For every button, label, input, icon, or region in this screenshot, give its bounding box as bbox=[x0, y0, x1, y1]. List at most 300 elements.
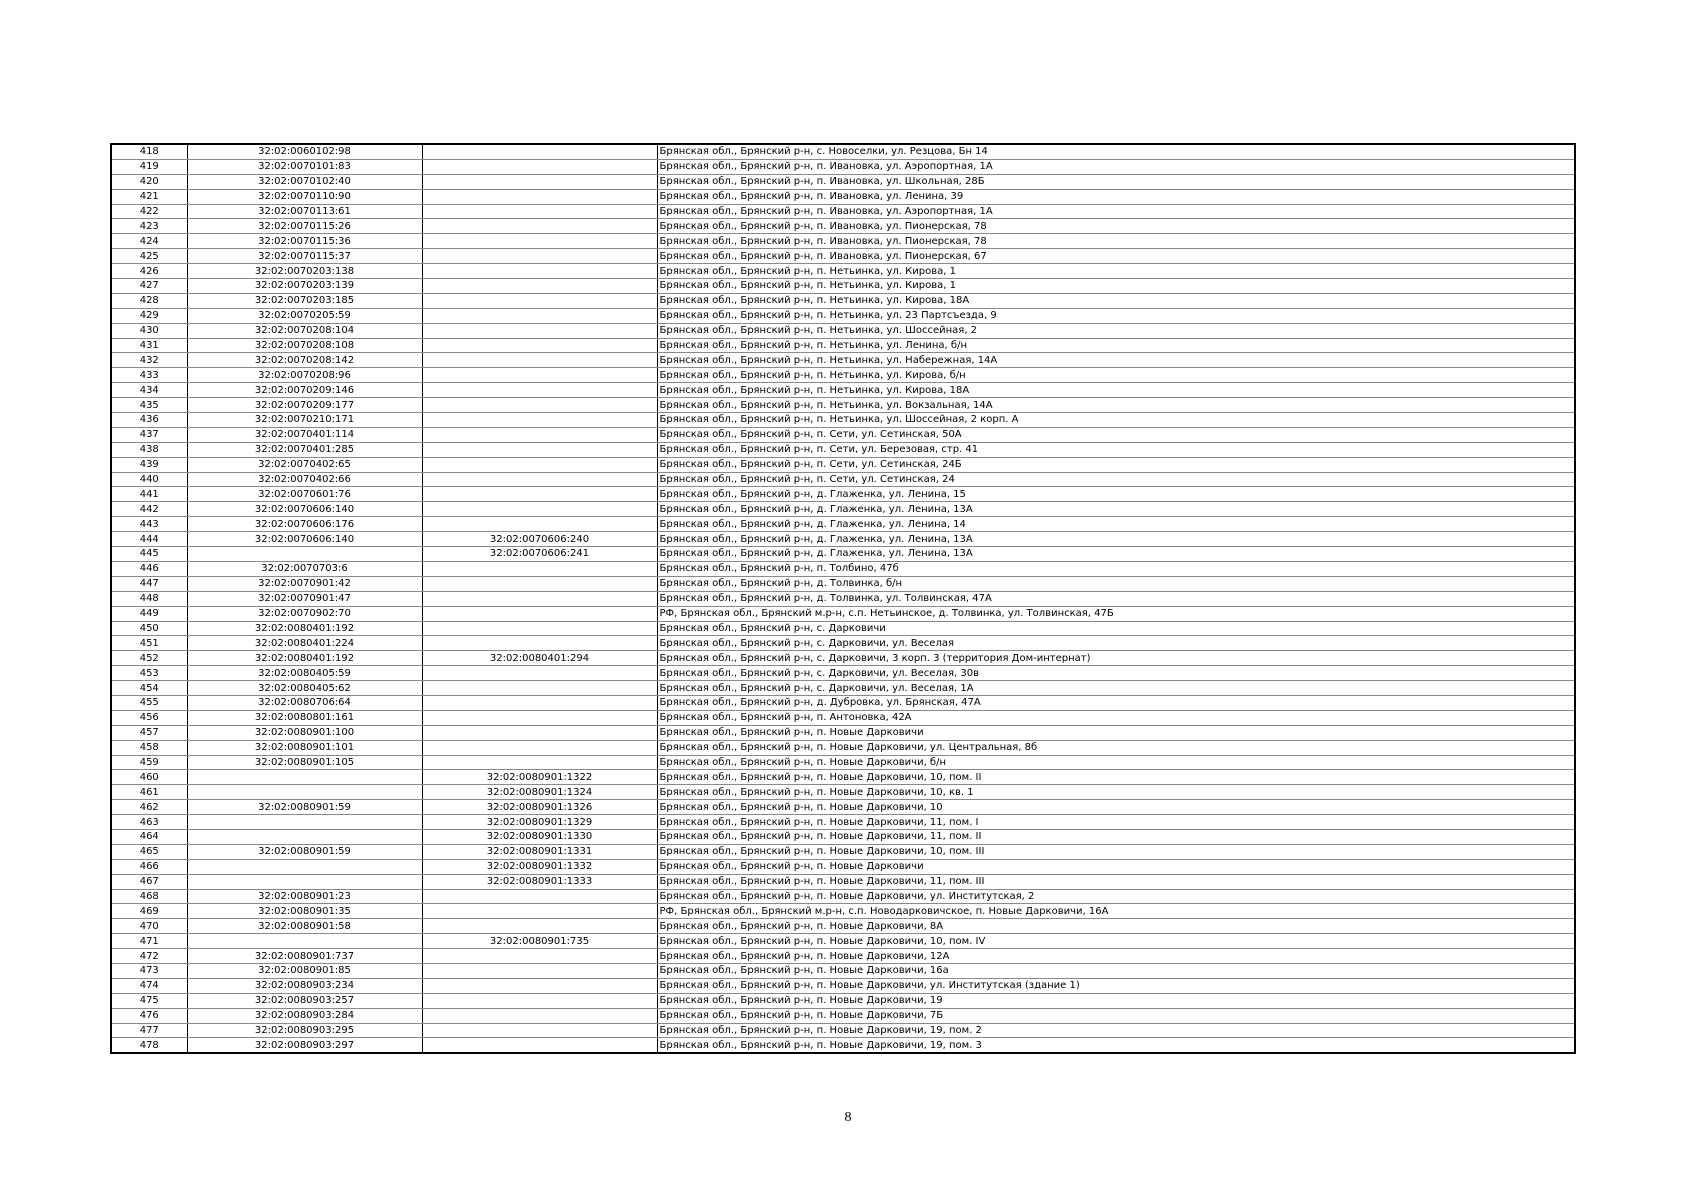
table-row bbox=[111, 993, 1575, 1008]
cadastral-number-cell: 32:02:0070901:47 bbox=[187, 591, 422, 606]
address-cell: РФ, Брянская обл., Брянский м.р-н, с.п. Новодарковичское, п. Новые Дарковичи, 16А bbox=[657, 904, 1575, 919]
sub-cadastral-number-cell bbox=[422, 561, 657, 576]
property-register-table bbox=[110, 143, 1576, 1054]
address-cell: Брянская обл., Брянский р-н, п. Новые Дарковичи, б/н bbox=[657, 755, 1575, 770]
table-row bbox=[111, 279, 1575, 294]
cadastral-number-cell: 32:02:0080903:297 bbox=[187, 1038, 422, 1053]
cadastral-number-cell: 32:02:0070401:114 bbox=[187, 427, 422, 442]
address-cell: Брянская обл., Брянский р-н, п. Новые Дарковичи, 11, пом. III bbox=[657, 874, 1575, 889]
sub-cadastral-number-cell bbox=[422, 144, 657, 159]
cadastral-number-cell: 32:02:0070205:59 bbox=[187, 308, 422, 323]
sub-cadastral-number-cell: 32:02:0070606:241 bbox=[422, 547, 657, 562]
cadastral-number-cell: 32:02:0080405:59 bbox=[187, 666, 422, 681]
sub-cadastral-number-cell bbox=[422, 264, 657, 279]
table-row bbox=[111, 204, 1575, 219]
cadastral-number-cell: 32:02:0070402:65 bbox=[187, 457, 422, 472]
cadastral-number-cell: 32:02:0070110:90 bbox=[187, 189, 422, 204]
cadastral-number-cell: 32:02:0080405:62 bbox=[187, 681, 422, 696]
table-row bbox=[111, 398, 1575, 413]
address-cell: Брянская обл., Брянский р-н, п. Новые Дарковичи, ул. Центральная, 8б bbox=[657, 740, 1575, 755]
sub-cadastral-number-cell bbox=[422, 249, 657, 264]
table-row bbox=[111, 532, 1575, 547]
address-cell: Брянская обл., Брянский р-н, п. Новые Дарковичи, 10, пом. II bbox=[657, 770, 1575, 785]
address-cell: Брянская обл., Брянский р-н, п. Нетьинка, ул. Вокзальная, 14А bbox=[657, 398, 1575, 413]
row-number-cell: 418 bbox=[111, 144, 187, 159]
sub-cadastral-number-cell bbox=[422, 978, 657, 993]
cadastral-number-cell: 32:02:0080901:59 bbox=[187, 800, 422, 815]
row-number-cell: 422 bbox=[111, 204, 187, 219]
cadastral-number-cell: 32:02:0080401:192 bbox=[187, 651, 422, 666]
cadastral-number-cell: 32:02:0070101:83 bbox=[187, 159, 422, 174]
sub-cadastral-number-cell bbox=[422, 949, 657, 964]
table-row bbox=[111, 904, 1575, 919]
cadastral-number-cell: 32:02:0080901:59 bbox=[187, 844, 422, 859]
table-row bbox=[111, 800, 1575, 815]
table-row bbox=[111, 502, 1575, 517]
table-row bbox=[111, 1023, 1575, 1038]
row-number-cell: 478 bbox=[111, 1038, 187, 1053]
row-number-cell: 464 bbox=[111, 829, 187, 844]
table-row bbox=[111, 725, 1575, 740]
sub-cadastral-number-cell bbox=[422, 457, 657, 472]
table-row bbox=[111, 264, 1575, 279]
cadastral-number-cell: 32:02:0070209:177 bbox=[187, 398, 422, 413]
table-row bbox=[111, 487, 1575, 502]
row-number-cell: 437 bbox=[111, 427, 187, 442]
row-number-cell: 451 bbox=[111, 636, 187, 651]
row-number-cell: 477 bbox=[111, 1023, 187, 1038]
row-number-cell: 454 bbox=[111, 681, 187, 696]
row-number-cell: 455 bbox=[111, 695, 187, 710]
row-number-cell: 428 bbox=[111, 293, 187, 308]
address-cell: Брянская обл., Брянский р-н, п. Новые Дарковичи, 19, пом. 2 bbox=[657, 1023, 1575, 1038]
address-cell: Брянская обл., Брянский р-н, п. Новые Дарковичи, 10, пом. IV bbox=[657, 934, 1575, 949]
address-cell: Брянская обл., Брянский р-н, п. Сети, ул. Сетинская, 50А bbox=[657, 427, 1575, 442]
table-row bbox=[111, 323, 1575, 338]
cadastral-number-cell: 32:02:0070203:185 bbox=[187, 293, 422, 308]
cadastral-number-cell: 32:02:0080706:64 bbox=[187, 695, 422, 710]
sub-cadastral-number-cell bbox=[422, 174, 657, 189]
row-number-cell: 461 bbox=[111, 785, 187, 800]
address-cell: Брянская обл., Брянский р-н, п. Новые Дарковичи bbox=[657, 859, 1575, 874]
address-cell: Брянская обл., Брянский р-н, п. Новые Дарковичи, 10, пом. III bbox=[657, 844, 1575, 859]
table-row bbox=[111, 576, 1575, 591]
table-row bbox=[111, 338, 1575, 353]
sub-cadastral-number-cell bbox=[422, 189, 657, 204]
sub-cadastral-number-cell bbox=[422, 293, 657, 308]
row-number-cell: 465 bbox=[111, 844, 187, 859]
row-number-cell: 453 bbox=[111, 666, 187, 681]
row-number-cell: 444 bbox=[111, 532, 187, 547]
sub-cadastral-number-cell bbox=[422, 1038, 657, 1053]
table-row bbox=[111, 1008, 1575, 1023]
table-row bbox=[111, 859, 1575, 874]
table-row bbox=[111, 949, 1575, 964]
address-cell: Брянская обл., Брянский р-н, д. Глаженка, ул. Ленина, 15 bbox=[657, 487, 1575, 502]
cadastral-number-cell: 32:02:0080901:101 bbox=[187, 740, 422, 755]
cadastral-number-cell: 32:02:0070601:76 bbox=[187, 487, 422, 502]
sub-cadastral-number-cell bbox=[422, 204, 657, 219]
row-number-cell: 460 bbox=[111, 770, 187, 785]
table-row bbox=[111, 695, 1575, 710]
sub-cadastral-number-cell: 32:02:0080901:1331 bbox=[422, 844, 657, 859]
row-number-cell: 425 bbox=[111, 249, 187, 264]
sub-cadastral-number-cell bbox=[422, 963, 657, 978]
address-cell: Брянская обл., Брянский р-н, с. Дарковичи, ул. Веселая, 30в bbox=[657, 666, 1575, 681]
row-number-cell: 472 bbox=[111, 949, 187, 964]
address-cell: Брянская обл., Брянский р-н, п. Новые Дарковичи, ул. Институтская, 2 bbox=[657, 889, 1575, 904]
row-number-cell: 466 bbox=[111, 859, 187, 874]
row-number-cell: 435 bbox=[111, 398, 187, 413]
table-row bbox=[111, 189, 1575, 204]
cadastral-number-cell bbox=[187, 785, 422, 800]
cadastral-number-cell bbox=[187, 874, 422, 889]
cadastral-number-cell: 32:02:0070115:37 bbox=[187, 249, 422, 264]
cadastral-number-cell bbox=[187, 770, 422, 785]
table-row bbox=[111, 815, 1575, 830]
sub-cadastral-number-cell bbox=[422, 889, 657, 904]
row-number-cell: 458 bbox=[111, 740, 187, 755]
sub-cadastral-number-cell bbox=[422, 338, 657, 353]
sub-cadastral-number-cell: 32:02:0080901:1330 bbox=[422, 829, 657, 844]
table-row bbox=[111, 249, 1575, 264]
address-cell: Брянская обл., Брянский р-н, с. Дарковичи bbox=[657, 621, 1575, 636]
row-number-cell: 449 bbox=[111, 606, 187, 621]
address-cell: Брянская обл., Брянский р-н, с. Дарковичи, ул. Веселая, 1А bbox=[657, 681, 1575, 696]
address-cell: Брянская обл., Брянский р-н, п. Новые Дарковичи, 10 bbox=[657, 800, 1575, 815]
cadastral-number-cell: 32:02:0070208:104 bbox=[187, 323, 422, 338]
table-row bbox=[111, 755, 1575, 770]
cadastral-number-cell: 32:02:0080901:105 bbox=[187, 755, 422, 770]
cadastral-number-cell: 32:02:0070113:61 bbox=[187, 204, 422, 219]
address-cell: Брянская обл., Брянский р-н, д. Глаженка, ул. Ленина, 13А bbox=[657, 502, 1575, 517]
sub-cadastral-number-cell bbox=[422, 636, 657, 651]
sub-cadastral-number-cell bbox=[422, 517, 657, 532]
cadastral-number-cell: 32:02:0080401:224 bbox=[187, 636, 422, 651]
address-cell: Брянская обл., Брянский р-н, п. Антоновка, 42А bbox=[657, 710, 1575, 725]
cadastral-number-cell: 32:02:0080801:161 bbox=[187, 710, 422, 725]
cadastral-number-cell: 32:02:0070606:140 bbox=[187, 532, 422, 547]
table-row bbox=[111, 889, 1575, 904]
table-row bbox=[111, 978, 1575, 993]
table-row bbox=[111, 293, 1575, 308]
sub-cadastral-number-cell: 32:02:0080901:1326 bbox=[422, 800, 657, 815]
sub-cadastral-number-cell bbox=[422, 353, 657, 368]
address-cell: Брянская обл., Брянский р-н, п. Ивановка, ул. Пионерская, 78 bbox=[657, 234, 1575, 249]
table-row bbox=[111, 591, 1575, 606]
cadastral-number-cell: 32:02:0080901:737 bbox=[187, 949, 422, 964]
table-row bbox=[111, 308, 1575, 323]
table-row bbox=[111, 517, 1575, 532]
table-row bbox=[111, 636, 1575, 651]
cadastral-number-cell bbox=[187, 547, 422, 562]
address-cell: Брянская обл., Брянский р-н, с. Дарковичи, 3 корп. 3 (территория Дом-интернат) bbox=[657, 651, 1575, 666]
table-row bbox=[111, 919, 1575, 934]
address-cell: Брянская обл., Брянский р-н, п. Нетьинка, ул. Ленина, б/н bbox=[657, 338, 1575, 353]
sub-cadastral-number-cell bbox=[422, 725, 657, 740]
row-number-cell: 434 bbox=[111, 383, 187, 398]
row-number-cell: 457 bbox=[111, 725, 187, 740]
sub-cadastral-number-cell bbox=[422, 591, 657, 606]
sub-cadastral-number-cell: 32:02:0080901:735 bbox=[422, 934, 657, 949]
table-row bbox=[111, 219, 1575, 234]
address-cell: Брянская обл., Брянский р-н, п. Новые Дарковичи, 8А bbox=[657, 919, 1575, 934]
sub-cadastral-number-cell bbox=[422, 993, 657, 1008]
row-number-cell: 476 bbox=[111, 1008, 187, 1023]
sub-cadastral-number-cell bbox=[422, 234, 657, 249]
address-cell: Брянская обл., Брянский р-н, п. Новые Дарковичи, 7Б bbox=[657, 1008, 1575, 1023]
address-cell: Брянская обл., Брянский р-н, п. Новые Дарковичи, 11, пом. I bbox=[657, 815, 1575, 830]
cadastral-number-cell: 32:02:0070203:138 bbox=[187, 264, 422, 279]
address-cell: Брянская обл., Брянский р-н, д. Толвинка, ул. Толвинская, 47А bbox=[657, 591, 1575, 606]
table-row bbox=[111, 606, 1575, 621]
sub-cadastral-number-cell: 32:02:0080901:1322 bbox=[422, 770, 657, 785]
cadastral-number-cell: 32:02:0070208:96 bbox=[187, 368, 422, 383]
table-row bbox=[111, 770, 1575, 785]
cadastral-number-cell: 32:02:0070102:40 bbox=[187, 174, 422, 189]
row-number-cell: 430 bbox=[111, 323, 187, 338]
table-row bbox=[111, 144, 1575, 159]
address-cell: Брянская обл., Брянский р-н, п. Новые Дарковичи bbox=[657, 725, 1575, 740]
row-number-cell: 445 bbox=[111, 547, 187, 562]
cadastral-number-cell: 32:02:0070208:108 bbox=[187, 338, 422, 353]
cadastral-number-cell: 32:02:0070606:140 bbox=[187, 502, 422, 517]
table-row bbox=[111, 383, 1575, 398]
row-number-cell: 419 bbox=[111, 159, 187, 174]
row-number-cell: 446 bbox=[111, 561, 187, 576]
sub-cadastral-number-cell bbox=[422, 383, 657, 398]
row-number-cell: 420 bbox=[111, 174, 187, 189]
row-number-cell: 433 bbox=[111, 368, 187, 383]
cadastral-number-cell: 32:02:0070401:285 bbox=[187, 442, 422, 457]
table-row bbox=[111, 666, 1575, 681]
cadastral-number-cell: 32:02:0080903:234 bbox=[187, 978, 422, 993]
sub-cadastral-number-cell bbox=[422, 442, 657, 457]
address-cell: Брянская обл., Брянский р-н, п. Новые Дарковичи, 19 bbox=[657, 993, 1575, 1008]
cadastral-number-cell: 32:02:0070402:66 bbox=[187, 472, 422, 487]
cadastral-number-cell: 32:02:0080901:23 bbox=[187, 889, 422, 904]
row-number-cell: 473 bbox=[111, 963, 187, 978]
sub-cadastral-number-cell bbox=[422, 308, 657, 323]
table-row bbox=[111, 159, 1575, 174]
cadastral-number-cell bbox=[187, 859, 422, 874]
row-number-cell: 463 bbox=[111, 815, 187, 830]
table-row bbox=[111, 353, 1575, 368]
table-row bbox=[111, 413, 1575, 428]
row-number-cell: 424 bbox=[111, 234, 187, 249]
row-number-cell: 448 bbox=[111, 591, 187, 606]
sub-cadastral-number-cell: 32:02:0080901:1329 bbox=[422, 815, 657, 830]
sub-cadastral-number-cell: 32:02:0080901:1332 bbox=[422, 859, 657, 874]
table-row bbox=[111, 457, 1575, 472]
row-number-cell: 447 bbox=[111, 576, 187, 591]
sub-cadastral-number-cell bbox=[422, 398, 657, 413]
address-cell: Брянская обл., Брянский р-н, п. Ивановка, ул. Ленина, 39 bbox=[657, 189, 1575, 204]
table-row bbox=[111, 234, 1575, 249]
cadastral-number-cell: 32:02:0070115:26 bbox=[187, 219, 422, 234]
cadastral-number-cell: 32:02:0070115:36 bbox=[187, 234, 422, 249]
row-number-cell: 442 bbox=[111, 502, 187, 517]
address-cell: Брянская обл., Брянский р-н, с. Дарковичи, ул. Веселая bbox=[657, 636, 1575, 651]
table-row bbox=[111, 442, 1575, 457]
cadastral-number-cell: 32:02:0070606:176 bbox=[187, 517, 422, 532]
sub-cadastral-number-cell bbox=[422, 710, 657, 725]
cadastral-number-cell: 32:02:0080901:100 bbox=[187, 725, 422, 740]
sub-cadastral-number-cell bbox=[422, 1023, 657, 1038]
address-cell: Брянская обл., Брянский р-н, п. Ивановка, ул. Аэропортная, 1А bbox=[657, 204, 1575, 219]
address-cell: Брянская обл., Брянский р-н, п. Нетьинка, ул. Кирова, 1 bbox=[657, 264, 1575, 279]
cadastral-number-cell bbox=[187, 815, 422, 830]
register-table-body bbox=[111, 144, 1575, 1053]
sub-cadastral-number-cell bbox=[422, 919, 657, 934]
sub-cadastral-number-cell bbox=[422, 368, 657, 383]
address-cell: Брянская обл., Брянский р-н, п. Нетьинка, ул. Набережная, 14А bbox=[657, 353, 1575, 368]
sub-cadastral-number-cell: 32:02:0080901:1324 bbox=[422, 785, 657, 800]
address-cell: Брянская обл., Брянский р-н, п. Сети, ул. Сетинская, 24 bbox=[657, 472, 1575, 487]
sub-cadastral-number-cell: 32:02:0080401:294 bbox=[422, 651, 657, 666]
cadastral-number-cell: 32:02:0070210:171 bbox=[187, 413, 422, 428]
cadastral-number-cell: 32:02:0070209:146 bbox=[187, 383, 422, 398]
row-number-cell: 436 bbox=[111, 413, 187, 428]
address-cell: Брянская обл., Брянский р-н, п. Толбино, 47б bbox=[657, 561, 1575, 576]
address-cell: Брянская обл., Брянский р-н, п. Ивановка, ул. Школьная, 28Б bbox=[657, 174, 1575, 189]
cadastral-number-cell: 32:02:0080901:58 bbox=[187, 919, 422, 934]
address-cell: РФ, Брянская обл., Брянский м.р-н, с.п. Нетьинское, д. Толвинка, ул. Толвинская, 47Б bbox=[657, 606, 1575, 621]
address-cell: Брянская обл., Брянский р-н, п. Новые Дарковичи, 12А bbox=[657, 949, 1575, 964]
row-number-cell: 432 bbox=[111, 353, 187, 368]
sub-cadastral-number-cell bbox=[422, 681, 657, 696]
cadastral-number-cell: 32:02:0070703:6 bbox=[187, 561, 422, 576]
row-number-cell: 429 bbox=[111, 308, 187, 323]
cadastral-number-cell: 32:02:0080903:284 bbox=[187, 1008, 422, 1023]
table-row bbox=[111, 844, 1575, 859]
sub-cadastral-number-cell bbox=[422, 323, 657, 338]
table-row bbox=[111, 829, 1575, 844]
sub-cadastral-number-cell bbox=[422, 666, 657, 681]
address-cell: Брянская обл., Брянский р-н, п. Сети, ул. Сетинская, 24Б bbox=[657, 457, 1575, 472]
cadastral-number-cell: 32:02:0070203:139 bbox=[187, 279, 422, 294]
sub-cadastral-number-cell bbox=[422, 502, 657, 517]
row-number-cell: 440 bbox=[111, 472, 187, 487]
address-cell: Брянская обл., Брянский р-н, п. Новые Дарковичи, 11, пом. II bbox=[657, 829, 1575, 844]
table-row bbox=[111, 427, 1575, 442]
address-cell: Брянская обл., Брянский р-н, д. Толвинка, б/н bbox=[657, 576, 1575, 591]
sub-cadastral-number-cell bbox=[422, 219, 657, 234]
address-cell: Брянская обл., Брянский р-н, п. Ивановка, ул. Пионерская, 78 bbox=[657, 219, 1575, 234]
table-row bbox=[111, 651, 1575, 666]
sub-cadastral-number-cell bbox=[422, 695, 657, 710]
cadastral-number-cell bbox=[187, 934, 422, 949]
address-cell: Брянская обл., Брянский р-н, д. Глаженка, ул. Ленина, 14 bbox=[657, 517, 1575, 532]
address-cell: Брянская обл., Брянский р-н, п. Нетьинка, ул. Кирова, 1 bbox=[657, 279, 1575, 294]
row-number-cell: 421 bbox=[111, 189, 187, 204]
cadastral-number-cell bbox=[187, 829, 422, 844]
table-row bbox=[111, 547, 1575, 562]
sub-cadastral-number-cell bbox=[422, 740, 657, 755]
table-row bbox=[111, 681, 1575, 696]
address-cell: Брянская обл., Брянский р-н, д. Глаженка, ул. Ленина, 13А bbox=[657, 532, 1575, 547]
row-number-cell: 471 bbox=[111, 934, 187, 949]
cadastral-number-cell: 32:02:0080903:295 bbox=[187, 1023, 422, 1038]
row-number-cell: 468 bbox=[111, 889, 187, 904]
cadastral-number-cell: 32:02:0080903:257 bbox=[187, 993, 422, 1008]
sub-cadastral-number-cell bbox=[422, 159, 657, 174]
address-cell: Брянская обл., Брянский р-н, п. Нетьинка, ул. Кирова, 18А bbox=[657, 383, 1575, 398]
sub-cadastral-number-cell bbox=[422, 576, 657, 591]
table-row bbox=[111, 472, 1575, 487]
address-cell: Брянская обл., Брянский р-н, п. Ивановка, ул. Пионерская, 67 bbox=[657, 249, 1575, 264]
address-cell: Брянская обл., Брянский р-н, п. Новые Дарковичи, 16а bbox=[657, 963, 1575, 978]
sub-cadastral-number-cell bbox=[422, 606, 657, 621]
sub-cadastral-number-cell bbox=[422, 621, 657, 636]
row-number-cell: 441 bbox=[111, 487, 187, 502]
row-number-cell: 423 bbox=[111, 219, 187, 234]
cadastral-number-cell: 32:02:0070901:42 bbox=[187, 576, 422, 591]
table-row bbox=[111, 621, 1575, 636]
address-cell: Брянская обл., Брянский р-н, п. Нетьинка, ул. Шоссейная, 2 корп. А bbox=[657, 413, 1575, 428]
row-number-cell: 462 bbox=[111, 800, 187, 815]
row-number-cell: 452 bbox=[111, 651, 187, 666]
address-cell: Брянская обл., Брянский р-н, п. Новые Дарковичи, ул. Институтская (здание 1) bbox=[657, 978, 1575, 993]
sub-cadastral-number-cell: 32:02:0070606:240 bbox=[422, 532, 657, 547]
row-number-cell: 470 bbox=[111, 919, 187, 934]
cadastral-number-cell: 32:02:0070208:142 bbox=[187, 353, 422, 368]
row-number-cell: 438 bbox=[111, 442, 187, 457]
address-cell: Брянская обл., Брянский р-н, п. Новые Дарковичи, 10, кв. 1 bbox=[657, 785, 1575, 800]
row-number-cell: 475 bbox=[111, 993, 187, 1008]
address-cell: Брянская обл., Брянский р-н, п. Сети, ул. Березовая, стр. 41 bbox=[657, 442, 1575, 457]
table-row bbox=[111, 740, 1575, 755]
row-number-cell: 439 bbox=[111, 457, 187, 472]
page-number: 8 bbox=[844, 1110, 852, 1125]
row-number-cell: 469 bbox=[111, 904, 187, 919]
table-row bbox=[111, 874, 1575, 889]
cadastral-number-cell: 32:02:0060102:98 bbox=[187, 144, 422, 159]
address-cell: Брянская обл., Брянский р-н, п. Новые Дарковичи, 19, пом. 3 bbox=[657, 1038, 1575, 1053]
cadastral-number-cell: 32:02:0080901:85 bbox=[187, 963, 422, 978]
cadastral-number-cell: 32:02:0080901:35 bbox=[187, 904, 422, 919]
address-cell: Брянская обл., Брянский р-н, п. Нетьинка, ул. 23 Партсъезда, 9 bbox=[657, 308, 1575, 323]
address-cell: Брянская обл., Брянский р-н, с. Новоселки, ул. Резцова, Бн 14 bbox=[657, 144, 1575, 159]
sub-cadastral-number-cell: 32:02:0080901:1333 bbox=[422, 874, 657, 889]
sub-cadastral-number-cell bbox=[422, 427, 657, 442]
sub-cadastral-number-cell bbox=[422, 755, 657, 770]
table-row bbox=[111, 785, 1575, 800]
table-row bbox=[111, 1038, 1575, 1053]
row-number-cell: 443 bbox=[111, 517, 187, 532]
address-cell: Брянская обл., Брянский р-н, д. Дубровка, ул. Брянская, 47А bbox=[657, 695, 1575, 710]
address-cell: Брянская обл., Брянский р-н, п. Нетьинка, ул. Кирова, 18А bbox=[657, 293, 1575, 308]
sub-cadastral-number-cell bbox=[422, 1008, 657, 1023]
table-row bbox=[111, 710, 1575, 725]
row-number-cell: 456 bbox=[111, 710, 187, 725]
address-cell: Брянская обл., Брянский р-н, п. Нетьинка, ул. Кирова, б/н bbox=[657, 368, 1575, 383]
table-row bbox=[111, 368, 1575, 383]
sub-cadastral-number-cell bbox=[422, 904, 657, 919]
row-number-cell: 459 bbox=[111, 755, 187, 770]
row-number-cell: 431 bbox=[111, 338, 187, 353]
sub-cadastral-number-cell bbox=[422, 487, 657, 502]
row-number-cell: 450 bbox=[111, 621, 187, 636]
address-cell: Брянская обл., Брянский р-н, д. Глаженка, ул. Ленина, 13А bbox=[657, 547, 1575, 562]
sub-cadastral-number-cell bbox=[422, 413, 657, 428]
sub-cadastral-number-cell bbox=[422, 279, 657, 294]
table-row bbox=[111, 963, 1575, 978]
cadastral-number-cell: 32:02:0080401:192 bbox=[187, 621, 422, 636]
row-number-cell: 467 bbox=[111, 874, 187, 889]
address-cell: Брянская обл., Брянский р-н, п. Ивановка, ул. Аэропортная, 1А bbox=[657, 159, 1575, 174]
row-number-cell: 427 bbox=[111, 279, 187, 294]
